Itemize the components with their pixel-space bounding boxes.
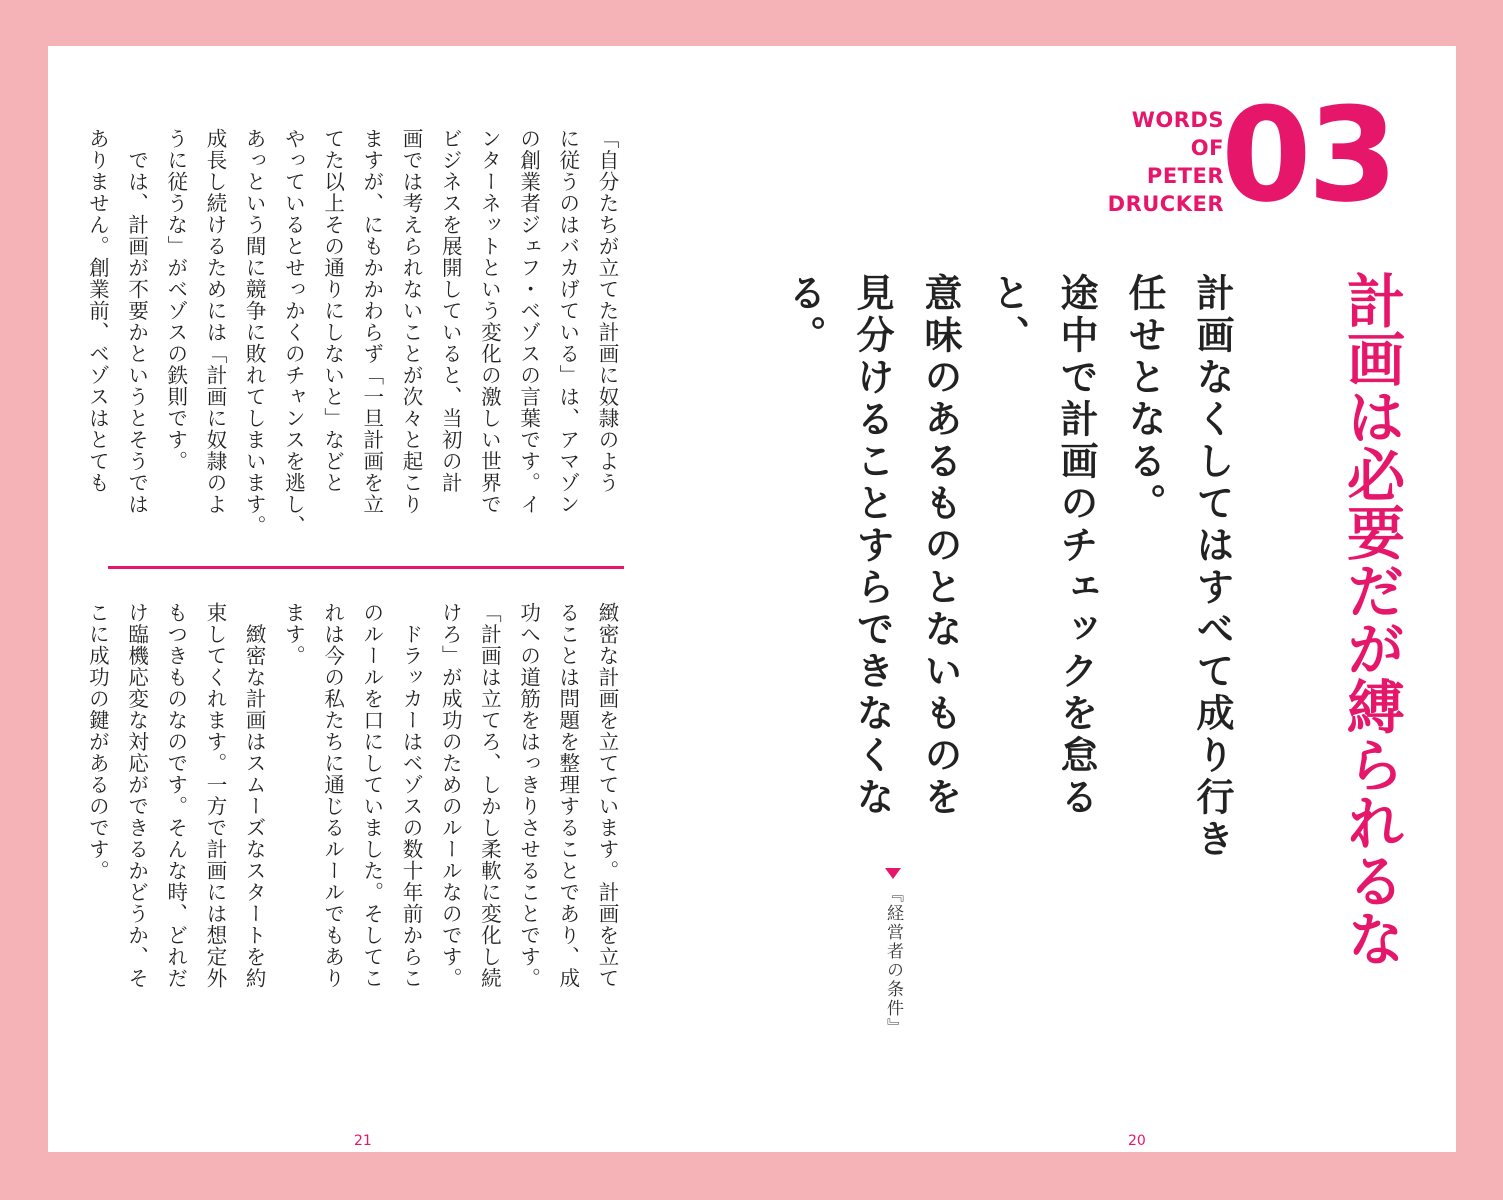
series-label-line: OF <box>1190 136 1224 160</box>
chapter-number: 03 <box>1221 79 1394 231</box>
body-text-top: 「自分たちが立てた計画に奴隷のよう に従うのはバカげている」は、アマゾン の創業者ジェフ・ベゾスの言葉です。イ ンターネットという変化の激しい世界で ビジネスを展開していると、当初の計 画では考えられないことが次々と起こり ますが、にもかかわらず「一旦計画を立 てた以上その通りにしないと」などと やっているとせっかくのチャンスを逃し、 あっという間に競争に敗れてしまいます。 成長し続けるためには「計画に奴隷のよ うに従うな」がベゾスの鉄則です。 では、計画が不要かというとそうでは ありません。創業前、ベゾスはとても <box>85 128 619 537</box>
source-citation <box>878 868 908 1037</box>
series-label <box>1108 106 1224 218</box>
series-label-line: PETER <box>1146 164 1224 188</box>
section-divider <box>108 566 624 569</box>
body-text-bottom: 緻密な計画を立てています。計画を立て ることは問題を整理することであり、成 功への道筋をはっきりさせることです。 「計画は立てろ、しかし柔軟に変化し続 けろ」が成功のためのルールなのです。 ドラッカーはベゾスの数十年前からこ のルールを口にしていました。そしてこ れは今の私たちに通じるルールでもあり ます。 緻密な計画はスムーズなスタートを約 束してくれます。一方で計画には想定外 もつきものなのです。そんな時、どれだ け臨機応変な対応ができるかどうか、そ こに成功の鍵があるのです。 <box>85 602 619 989</box>
page-number-left: 21 <box>354 1133 372 1149</box>
page-number-right: 20 <box>1128 1133 1146 1149</box>
drucker-quote: 計画なくしてはすべて成り行き任せとなる。 途中で計画のチェックを怠ると、 意味のあるものとないものを 見分けることすらできなくなる。 <box>782 273 1234 861</box>
triangle-marker-icon <box>885 868 901 879</box>
book-spread <box>48 46 1456 1152</box>
headline: 計画は必要だが縛られるな <box>1337 271 1405 967</box>
series-label-line: WORDS <box>1131 108 1224 132</box>
source-title: 『経営者の条件』 <box>883 885 903 1037</box>
series-label-line: DRUCKER <box>1107 192 1224 216</box>
